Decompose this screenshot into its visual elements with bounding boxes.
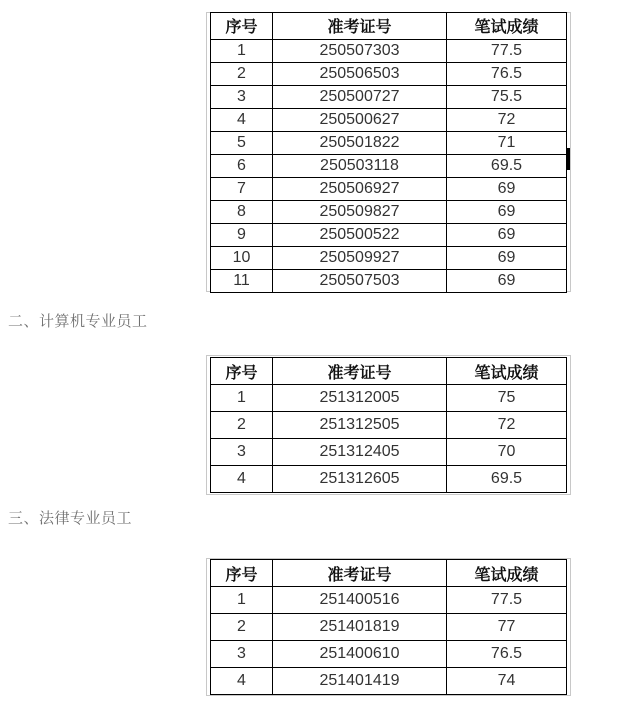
- score-cell: 77: [447, 614, 567, 641]
- score-cell: 77.5: [447, 39, 567, 62]
- exam-number-cell: 250506503: [273, 62, 447, 85]
- table-row: [211, 223, 567, 246]
- serial-number-cell: 10: [211, 246, 273, 269]
- table-row: [211, 439, 567, 466]
- exam-number-cell: 250509927: [273, 246, 447, 269]
- serial-number-cell: 3: [211, 85, 273, 108]
- serial-number-cell: 1: [211, 587, 273, 614]
- serial-number-cell: 11: [211, 269, 273, 292]
- exam-number-cell: 250500727: [273, 85, 447, 108]
- score-cell: 76.5: [447, 641, 567, 668]
- table-row: [211, 177, 567, 200]
- exam-number-cell: 250506927: [273, 177, 447, 200]
- exam-number-cell: 251400610: [273, 641, 447, 668]
- written-scores-table-law-major: [210, 559, 567, 695]
- header-cell-exam-number: 准考证号: [273, 358, 447, 385]
- written-scores-table-computer-major: [210, 357, 567, 493]
- table-header-row: [211, 12, 567, 39]
- serial-number-cell: 5: [211, 131, 273, 154]
- score-cell: 69: [447, 246, 567, 269]
- exam-number-cell: 251401819: [273, 614, 447, 641]
- exam-number-cell: 250500522: [273, 223, 447, 246]
- serial-number-cell: 8: [211, 200, 273, 223]
- header-cell-written-score: 笔试成绩: [447, 12, 567, 39]
- serial-number-cell: 2: [211, 412, 273, 439]
- serial-number-cell: 2: [211, 62, 273, 85]
- header-cell-written-score: 笔试成绩: [447, 358, 567, 385]
- header-cell-exam-number: 准考证号: [273, 560, 447, 587]
- header-cell-serial-number: 序号: [211, 358, 273, 385]
- score-cell: 75: [447, 385, 567, 412]
- exam-number-cell: 251401419: [273, 668, 447, 695]
- table-row: [211, 62, 567, 85]
- serial-number-cell: 1: [211, 39, 273, 62]
- exam-number-cell: 251312405: [273, 439, 447, 466]
- score-cell: 69.5: [447, 466, 567, 493]
- exam-number-cell: 251312505: [273, 412, 447, 439]
- table-row: [211, 131, 567, 154]
- score-cell: 69: [447, 269, 567, 292]
- table-row: [211, 385, 567, 412]
- header-cell-written-score: 笔试成绩: [447, 560, 567, 587]
- table-row: [211, 641, 567, 668]
- score-cell: 70: [447, 439, 567, 466]
- exam-number-cell: 250503118: [273, 154, 447, 177]
- score-cell: 71: [447, 131, 567, 154]
- written-scores-table-general: [210, 12, 567, 293]
- serial-number-cell: 3: [211, 439, 273, 466]
- table-frame-computer-major: [206, 355, 571, 495]
- exam-number-cell: 250500627: [273, 108, 447, 131]
- text-cursor-mark: [566, 148, 570, 170]
- section-heading-law-major: 三、法律专业员工: [8, 510, 133, 527]
- table-row: [211, 85, 567, 108]
- serial-number-cell: 2: [211, 614, 273, 641]
- serial-number-cell: 9: [211, 223, 273, 246]
- table-row: [211, 200, 567, 223]
- serial-number-cell: 7: [211, 177, 273, 200]
- header-cell-serial-number: 序号: [211, 560, 273, 587]
- score-cell: 72: [447, 108, 567, 131]
- serial-number-cell: 4: [211, 108, 273, 131]
- table-row: [211, 614, 567, 641]
- exam-number-cell: 251312605: [273, 466, 447, 493]
- table-row: [211, 412, 567, 439]
- header-cell-serial-number: 序号: [211, 12, 273, 39]
- table-row: [211, 108, 567, 131]
- score-cell: 76.5: [447, 62, 567, 85]
- serial-number-cell: 4: [211, 466, 273, 493]
- table-frame-law-major: [206, 558, 571, 696]
- serial-number-cell: 1: [211, 385, 273, 412]
- score-cell: 75.5: [447, 85, 567, 108]
- serial-number-cell: 6: [211, 154, 273, 177]
- table-header-row: [211, 358, 567, 385]
- exam-number-cell: 250509827: [273, 200, 447, 223]
- score-cell: 74: [447, 668, 567, 695]
- table-header-row: [211, 560, 567, 587]
- score-cell: 69: [447, 223, 567, 246]
- score-cell: 69: [447, 200, 567, 223]
- exam-number-cell: 251312005: [273, 385, 447, 412]
- score-cell: 72: [447, 412, 567, 439]
- table-row: [211, 39, 567, 62]
- section-heading-computer-major: 二、计算机专业员工: [8, 313, 148, 330]
- exam-number-cell: 250507303: [273, 39, 447, 62]
- header-cell-exam-number: 准考证号: [273, 12, 447, 39]
- table-row: [211, 246, 567, 269]
- exam-number-cell: 250501822: [273, 131, 447, 154]
- table-row: [211, 587, 567, 614]
- score-cell: 77.5: [447, 587, 567, 614]
- serial-number-cell: 4: [211, 668, 273, 695]
- table-row: [211, 269, 567, 292]
- score-cell: 69.5: [447, 154, 567, 177]
- table-frame-general: [206, 12, 571, 292]
- table-row: [211, 466, 567, 493]
- exam-number-cell: 251400516: [273, 587, 447, 614]
- exam-number-cell: 250507503: [273, 269, 447, 292]
- table-row: [211, 668, 567, 695]
- table-row: [211, 154, 567, 177]
- score-cell: 69: [447, 177, 567, 200]
- serial-number-cell: 3: [211, 641, 273, 668]
